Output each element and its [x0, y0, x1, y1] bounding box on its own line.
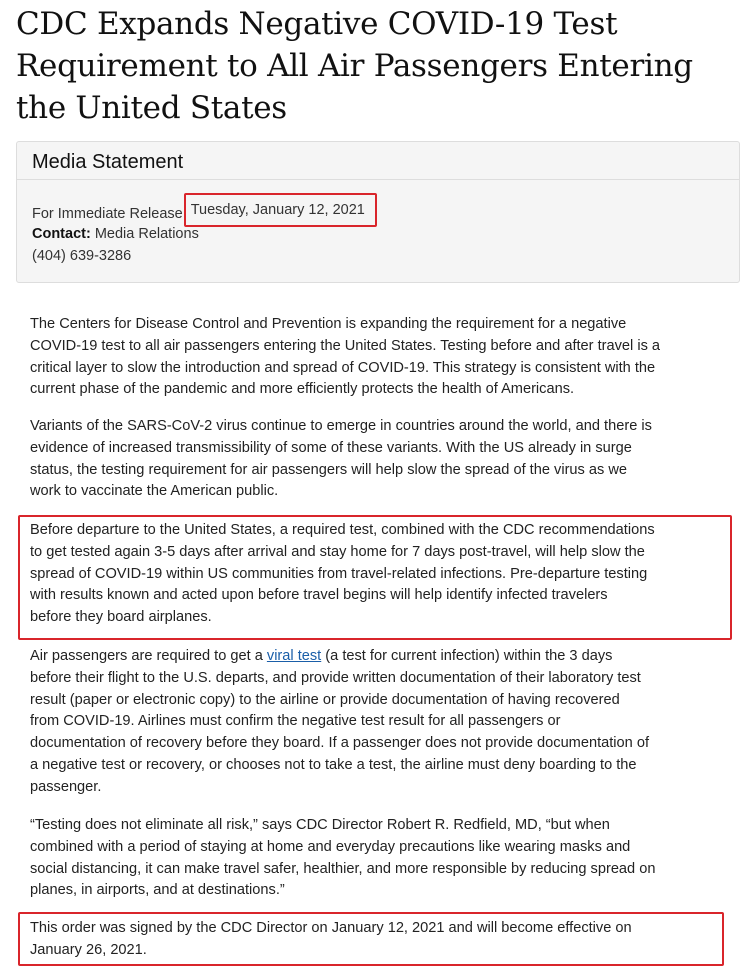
- text-line: from COVID-19. Airlines must confirm the negative test result for all passengers or: [30, 713, 561, 730]
- text-line: before their flight to the U.S. departs, and provide written documentation of their laboratory test: [30, 669, 641, 686]
- text-line: Variants of the SARS-CoV-2 virus continue to emerge in countries around the world, and there is: [30, 418, 652, 434]
- contact-value: Media Relations: [94, 226, 199, 242]
- text-line: work to vaccinate the American public.: [30, 483, 279, 500]
- text-line: spread of COVID-19 within US communities from travel-related infections. Pre-departure testing: [30, 565, 648, 582]
- text-line: documentation of recovery before they board. If a passenger does not provide documentation of: [30, 735, 650, 752]
- text-line: “Testing does not eliminate all risk,” says CDC Director Robert R. Redfield, MD, “but when: [30, 817, 610, 833]
- text-line: status, the testing requirement for air passengers will help slow the spread of the virus as we: [30, 461, 628, 478]
- text-line: COVID-19 test to all air passengers entering the United States. Testing before and after travel is a: [30, 337, 661, 354]
- text-line: The Centers for Disease Control and Prevention is expanding the requirement for a negative: [30, 316, 627, 332]
- viral-test-link[interactable]: viral test: [266, 648, 322, 664]
- paragraph-2: [30, 416, 652, 503]
- paragraph-6: [30, 918, 632, 962]
- text-line: with results known and acted upon before travel begins will help identify infected travelers: [30, 587, 608, 604]
- release-date: Tuesday, January 12, 2021: [184, 193, 377, 227]
- text-line: social distancing, it can make travel safer, healthier, and more responsible by reducing spread on: [30, 860, 656, 877]
- media-statement-panel: [16, 141, 740, 283]
- paragraph-5-quote: [30, 815, 655, 902]
- panel-heading: Media Statement: [17, 142, 739, 180]
- text-line: current phase of the pandemic and more efficiently protects the health of Americans.: [30, 381, 575, 398]
- paragraph-1: [30, 314, 660, 401]
- paragraph-4: [30, 646, 649, 799]
- title-line: Requirement to All Air Passengers Entering: [16, 48, 693, 84]
- text-line: a negative test or recovery, or chooses not to take a test, the airline must deny boarding to the: [30, 756, 637, 773]
- text-line: passenger.: [30, 778, 102, 795]
- contact-label: Contact:: [32, 226, 91, 242]
- text-line: Before departure to the United States, a required test, combined with the CDC recommendations: [30, 522, 655, 538]
- text-line: result (paper or electronic copy) to the airline or provide documentation of having recovered: [30, 691, 620, 708]
- text-line: planes, in airports, and at destinations.”: [30, 882, 285, 899]
- paragraph-3: [30, 520, 655, 629]
- text-line: evidence of increased transmissibility of some of these variants. With the US already in surge: [30, 439, 632, 456]
- text-line: before they board airplanes.: [30, 609, 212, 626]
- text-line: This order was signed by the CDC Director on January 12, 2021 and will become effective on: [30, 920, 632, 936]
- text-line: January 26, 2021.: [30, 941, 147, 958]
- text-segment: (a test for current infection) within the 3 days: [321, 648, 613, 664]
- phone: (404) 639-3286: [32, 248, 132, 264]
- text-line: critical layer to slow the introduction and spread of COVID-19. This strategy is consistent with the: [30, 359, 656, 376]
- text-segment: Air passengers are required to get a: [30, 648, 267, 664]
- text-line: combined with a period of staying at home and everyday precautions like wearing masks and: [30, 838, 631, 855]
- release-label: For Immediate Release:: [32, 205, 187, 222]
- text-line: to get tested again 3-5 days after arrival and stay home for 7 days post-travel, will help slow the: [30, 543, 645, 560]
- page-title: [16, 3, 693, 129]
- title-line: the United States: [16, 90, 287, 126]
- title-line: CDC Expands Negative COVID-19 Test: [16, 6, 618, 42]
